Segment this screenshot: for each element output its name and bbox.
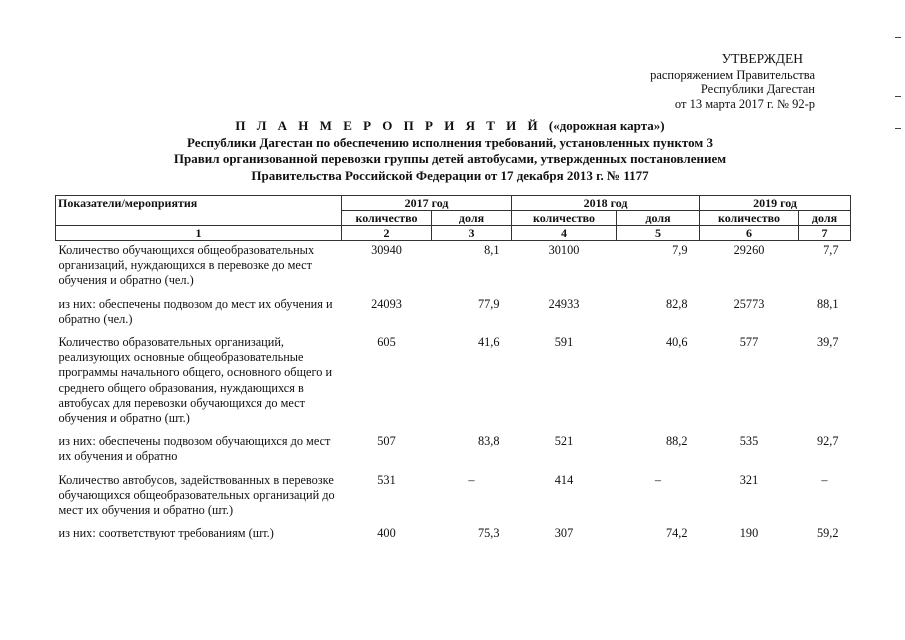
- approval-line: распоряжением Правительства: [650, 67, 815, 82]
- column-number: 5: [617, 226, 700, 241]
- year-header: 2017 год: [342, 196, 512, 211]
- row-label: Количество обучающихся общеобразовательных организаций, нуждающихся в перевозке до мест обучения и обратно (чел.): [58, 243, 315, 288]
- plan-title-sub: («дорожная карта»): [548, 118, 665, 133]
- scan-margin-mark: [895, 96, 901, 97]
- heading-line: Правительства Российской Федерации от 17 декабря 2013 г. № 1177: [251, 167, 649, 183]
- column-number: 2: [342, 226, 432, 241]
- scan-margin-mark: [895, 128, 901, 129]
- cell-quantity: 591: [554, 335, 574, 350]
- column-number: 6: [700, 226, 799, 241]
- cell-share: –: [468, 472, 475, 487]
- cell-share: 88,1: [816, 296, 839, 311]
- cell-quantity: 605: [377, 335, 396, 350]
- cell-share: 83,8: [477, 434, 500, 449]
- row-label: из них: обеспечены подвозом обучающихся до мест их обучения и обратно: [58, 434, 331, 464]
- row-label: Количество образовательных организаций, реализующих основные общеобразовательные программы начального общего, основного общего и среднего общего образования, нуждающихся в автобусах для перевозки обучающихся до мест обучения и обратно (шт.): [58, 335, 333, 426]
- year-header: 2018 год: [512, 196, 700, 211]
- column-number: 3: [432, 226, 512, 241]
- cell-quantity: 24933: [548, 296, 580, 311]
- subheader-quantity: количество: [342, 211, 432, 226]
- cell-share: 77,9: [477, 296, 500, 311]
- cell-quantity: 531: [377, 472, 396, 487]
- cell-share: 7,7: [823, 243, 839, 257]
- cell-share: 41,6: [477, 335, 500, 350]
- cell-quantity: 400: [377, 526, 396, 541]
- cell-quantity: 25773: [733, 296, 765, 311]
- cell-share: –: [654, 472, 662, 487]
- subheader-quantity: количество: [700, 211, 799, 226]
- row-label: из них: обеспечены подвозом до мест их обучения и обратно (чел.): [58, 296, 333, 326]
- cell-quantity: 577: [739, 335, 759, 350]
- approval-date: от 13 марта 2017 г. № 92-р: [674, 96, 815, 111]
- cell-quantity: 307: [554, 526, 574, 541]
- table-row: [56, 526, 851, 549]
- row-label: Количество автобусов, задействованных в перевозке обучающихся общеобразовательных организаций до мест их обучения и обратно (шт.): [58, 472, 335, 518]
- approval-title: УТВЕРЖДЕН: [721, 51, 803, 66]
- cell-quantity: 521: [554, 434, 574, 449]
- subheader-share: доля: [432, 211, 512, 226]
- table-row: [56, 473, 851, 527]
- heading-line: Республики Дагестан по обеспечению исполнения требований, установленных пунктом 3: [187, 134, 713, 150]
- cell-share: 7,9: [672, 243, 688, 257]
- column-number: 7: [799, 226, 851, 241]
- table-row: [56, 335, 851, 434]
- table-row: [56, 297, 851, 335]
- cell-share: 92,7: [816, 434, 839, 449]
- cell-share: 82,8: [665, 296, 688, 311]
- cell-quantity: 321: [739, 472, 759, 487]
- cell-quantity: 30100: [548, 243, 580, 257]
- table-row: [56, 434, 851, 472]
- subheader-quantity: количество: [512, 211, 617, 226]
- cell-share: 39,7: [816, 335, 839, 350]
- cell-quantity: 414: [554, 472, 574, 487]
- cell-share: 74,2: [665, 526, 688, 541]
- approval-line: Республики Дагестан: [700, 82, 815, 96]
- cell-quantity: 190: [739, 526, 759, 541]
- year-header: 2019 год: [700, 196, 851, 211]
- cell-share: 59,2: [816, 526, 839, 541]
- column-header-indicators: Показатели/мероприятия: [56, 196, 342, 226]
- cell-quantity: 30940: [371, 243, 402, 257]
- row-label: из них: соответствуют требованиям (шт.): [58, 526, 274, 541]
- subheader-share: доля: [617, 211, 700, 226]
- plan-title-main: П Л А Н М Е Р О П Р И Я Т И Й: [235, 118, 542, 133]
- subheader-share: доля: [799, 211, 851, 226]
- cell-quantity: 535: [739, 434, 759, 449]
- cell-share: –: [821, 472, 828, 487]
- cell-share: 75,3: [477, 526, 500, 541]
- scan-margin-mark: [895, 37, 901, 38]
- table-row: [56, 241, 851, 297]
- cell-quantity: 29260: [733, 243, 765, 257]
- cell-quantity: 24093: [371, 296, 402, 311]
- cell-quantity: 507: [377, 434, 396, 449]
- cell-share: 88,2: [665, 434, 688, 449]
- heading-line: Правил организованной перевозки группы детей автобусами, утвержденных постановлением: [173, 151, 727, 166]
- column-number: 1: [56, 226, 342, 241]
- document-heading: [120, 118, 780, 184]
- cell-share: 40,6: [665, 335, 688, 350]
- cell-share: 8,1: [484, 243, 500, 257]
- column-number: 4: [512, 226, 617, 241]
- roadmap-table: [55, 195, 851, 549]
- approval-stamp: [615, 52, 815, 111]
- plan-title: [120, 118, 780, 135]
